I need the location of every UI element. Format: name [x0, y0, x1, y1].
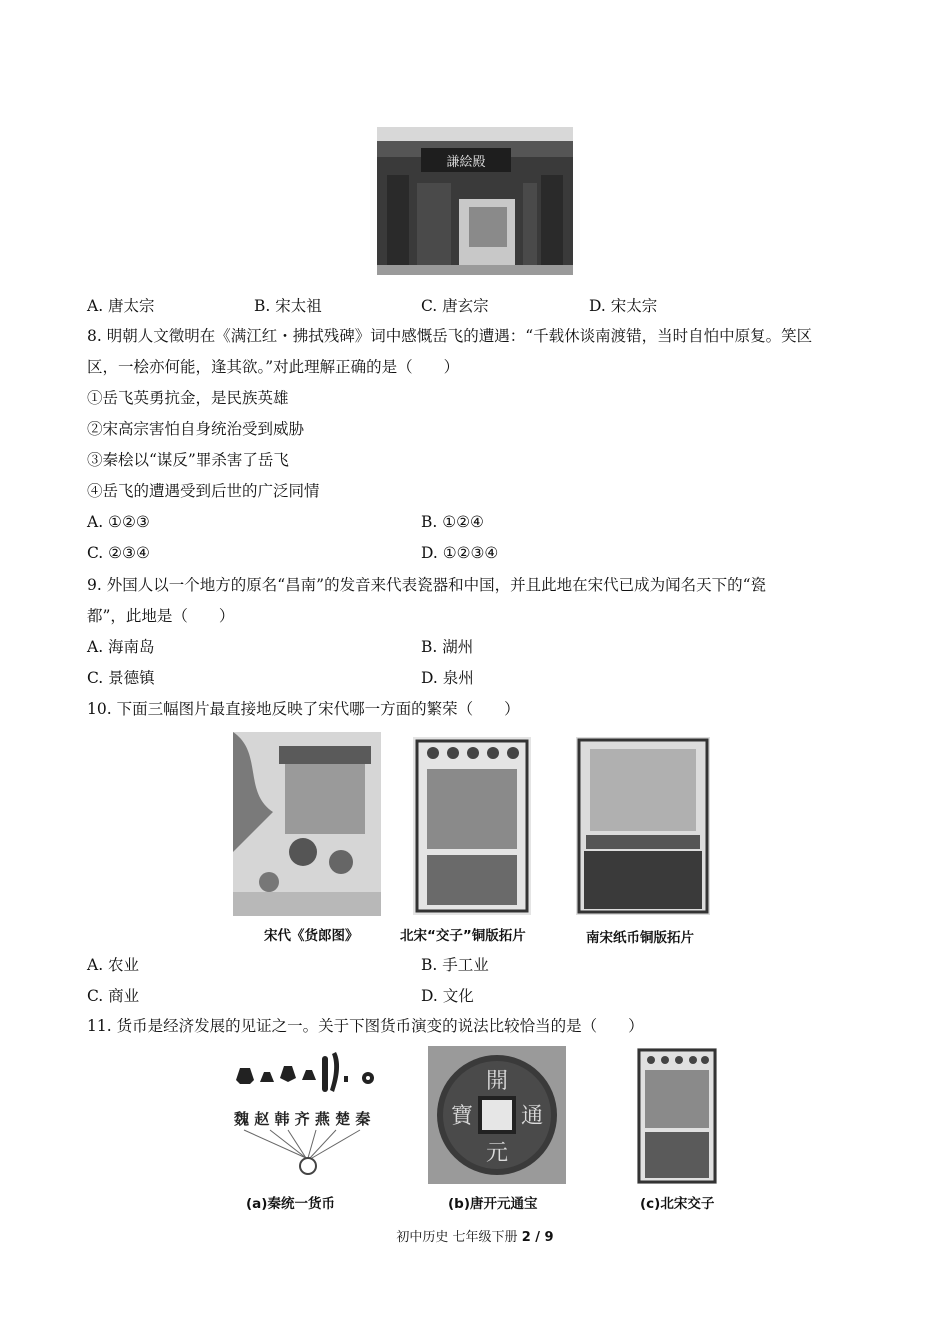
q10-caption-3: 南宋纸币铜版拓片 — [586, 930, 694, 946]
warring-states-names: 魏 赵 韩 齐 燕 楚 秦 — [234, 1110, 371, 1128]
q11-caption-c: (c)北宋交子 — [640, 1196, 715, 1212]
q9-option-a[interactable]: A. 海南岛 — [87, 638, 155, 656]
q8-item-2: ②宋高宗害怕自身统治受到威胁 — [87, 420, 305, 438]
q10-option-b[interactable]: B. 手工业 — [421, 956, 489, 974]
q8-item-3: ③秦桧以“谋反”罪杀害了岳飞 — [87, 451, 289, 469]
q10-caption-2: 北宋“交子”铜版拓片 — [400, 928, 526, 944]
q7-option-c[interactable]: C. 唐玄宗 — [421, 297, 489, 315]
coin-char-left: 寶 — [450, 1104, 474, 1129]
q11-caption-a: (a)秦统一货币 — [246, 1196, 335, 1212]
q7-option-d[interactable]: D. 宋太宗 — [589, 297, 658, 315]
q10-option-d[interactable]: D. 文化 — [421, 987, 474, 1005]
q10-caption-1: 宋代《货郎图》 — [264, 928, 359, 944]
jiaozi-rubbing-image — [413, 737, 531, 915]
kaiyuan-tongbao-coin-image — [428, 1046, 566, 1184]
q8-stem-line1: 8. 明朝人文徵明在《满江红・拂拭残碑》词中感慨岳飞的遭遇：“千载休谈南渡错，当时自怕中原复。笑区 — [87, 327, 813, 345]
q8-option-a[interactable]: A. ①②③ — [87, 513, 150, 531]
footer-text: 初中历史 七年级下册 — [396, 1230, 522, 1245]
q11-stem: 11. 货币是经济发展的见证之一。关于下图货币演变的说法比较恰当的是（ ） — [87, 1017, 644, 1035]
northern-song-jiaozi-image — [637, 1048, 717, 1184]
coin-char-bottom: 元 — [485, 1141, 509, 1166]
southern-song-paper-money-image — [576, 737, 710, 915]
q8-option-b[interactable]: B. ①②④ — [421, 513, 484, 531]
q9-option-b[interactable]: B. 湖州 — [421, 638, 474, 656]
plaque-text: 謙絵殿 — [446, 155, 486, 170]
q7-option-b[interactable]: B. 宋太祖 — [254, 297, 322, 315]
q8-item-1: ①岳飞英勇抗金，是民族英雄 — [87, 389, 289, 407]
q8-item-4: ④岳飞的遭遇受到后世的广泛同情 — [87, 482, 320, 500]
coin-char-top: 開 — [485, 1069, 509, 1094]
q10-stem: 10. 下面三幅图片最直接地反映了宋代哪一方面的繁荣（ ） — [87, 700, 520, 718]
q8-option-d[interactable]: D. ①②③④ — [421, 544, 499, 562]
q8-option-c[interactable]: C. ②③④ — [87, 544, 150, 562]
coin-char-right: 通 — [520, 1104, 544, 1129]
q9-stem-line2: 都”，此地是（ ） — [87, 607, 235, 625]
q9-stem-line1: 9. 外国人以一个地方的原名“昌南”的发音来代表瓷器和中国，并且此地在宋代已成为闻名天下的“瓷 — [87, 576, 766, 594]
q10-option-c[interactable]: C. 商业 — [87, 987, 140, 1005]
q7-option-a[interactable]: A. 唐太宗 — [87, 297, 155, 315]
q8-stem-line2: 区，一桧亦何能，逢其欲。”对此理解正确的是（ ） — [87, 358, 460, 376]
warring-states-coins-diagram — [226, 1050, 386, 1180]
q9-option-c[interactable]: C. 景德镇 — [87, 669, 155, 687]
peddler-painting-image — [233, 732, 381, 916]
page-number: 2 / 9 — [521, 1230, 554, 1245]
q9-option-d[interactable]: D. 泉州 — [421, 669, 474, 687]
temple-gate-photo — [377, 127, 573, 275]
q10-option-a[interactable]: A. 农业 — [87, 956, 140, 974]
page-footer — [0, 1226, 950, 1245]
q11-caption-b: (b)唐开元通宝 — [448, 1196, 538, 1212]
